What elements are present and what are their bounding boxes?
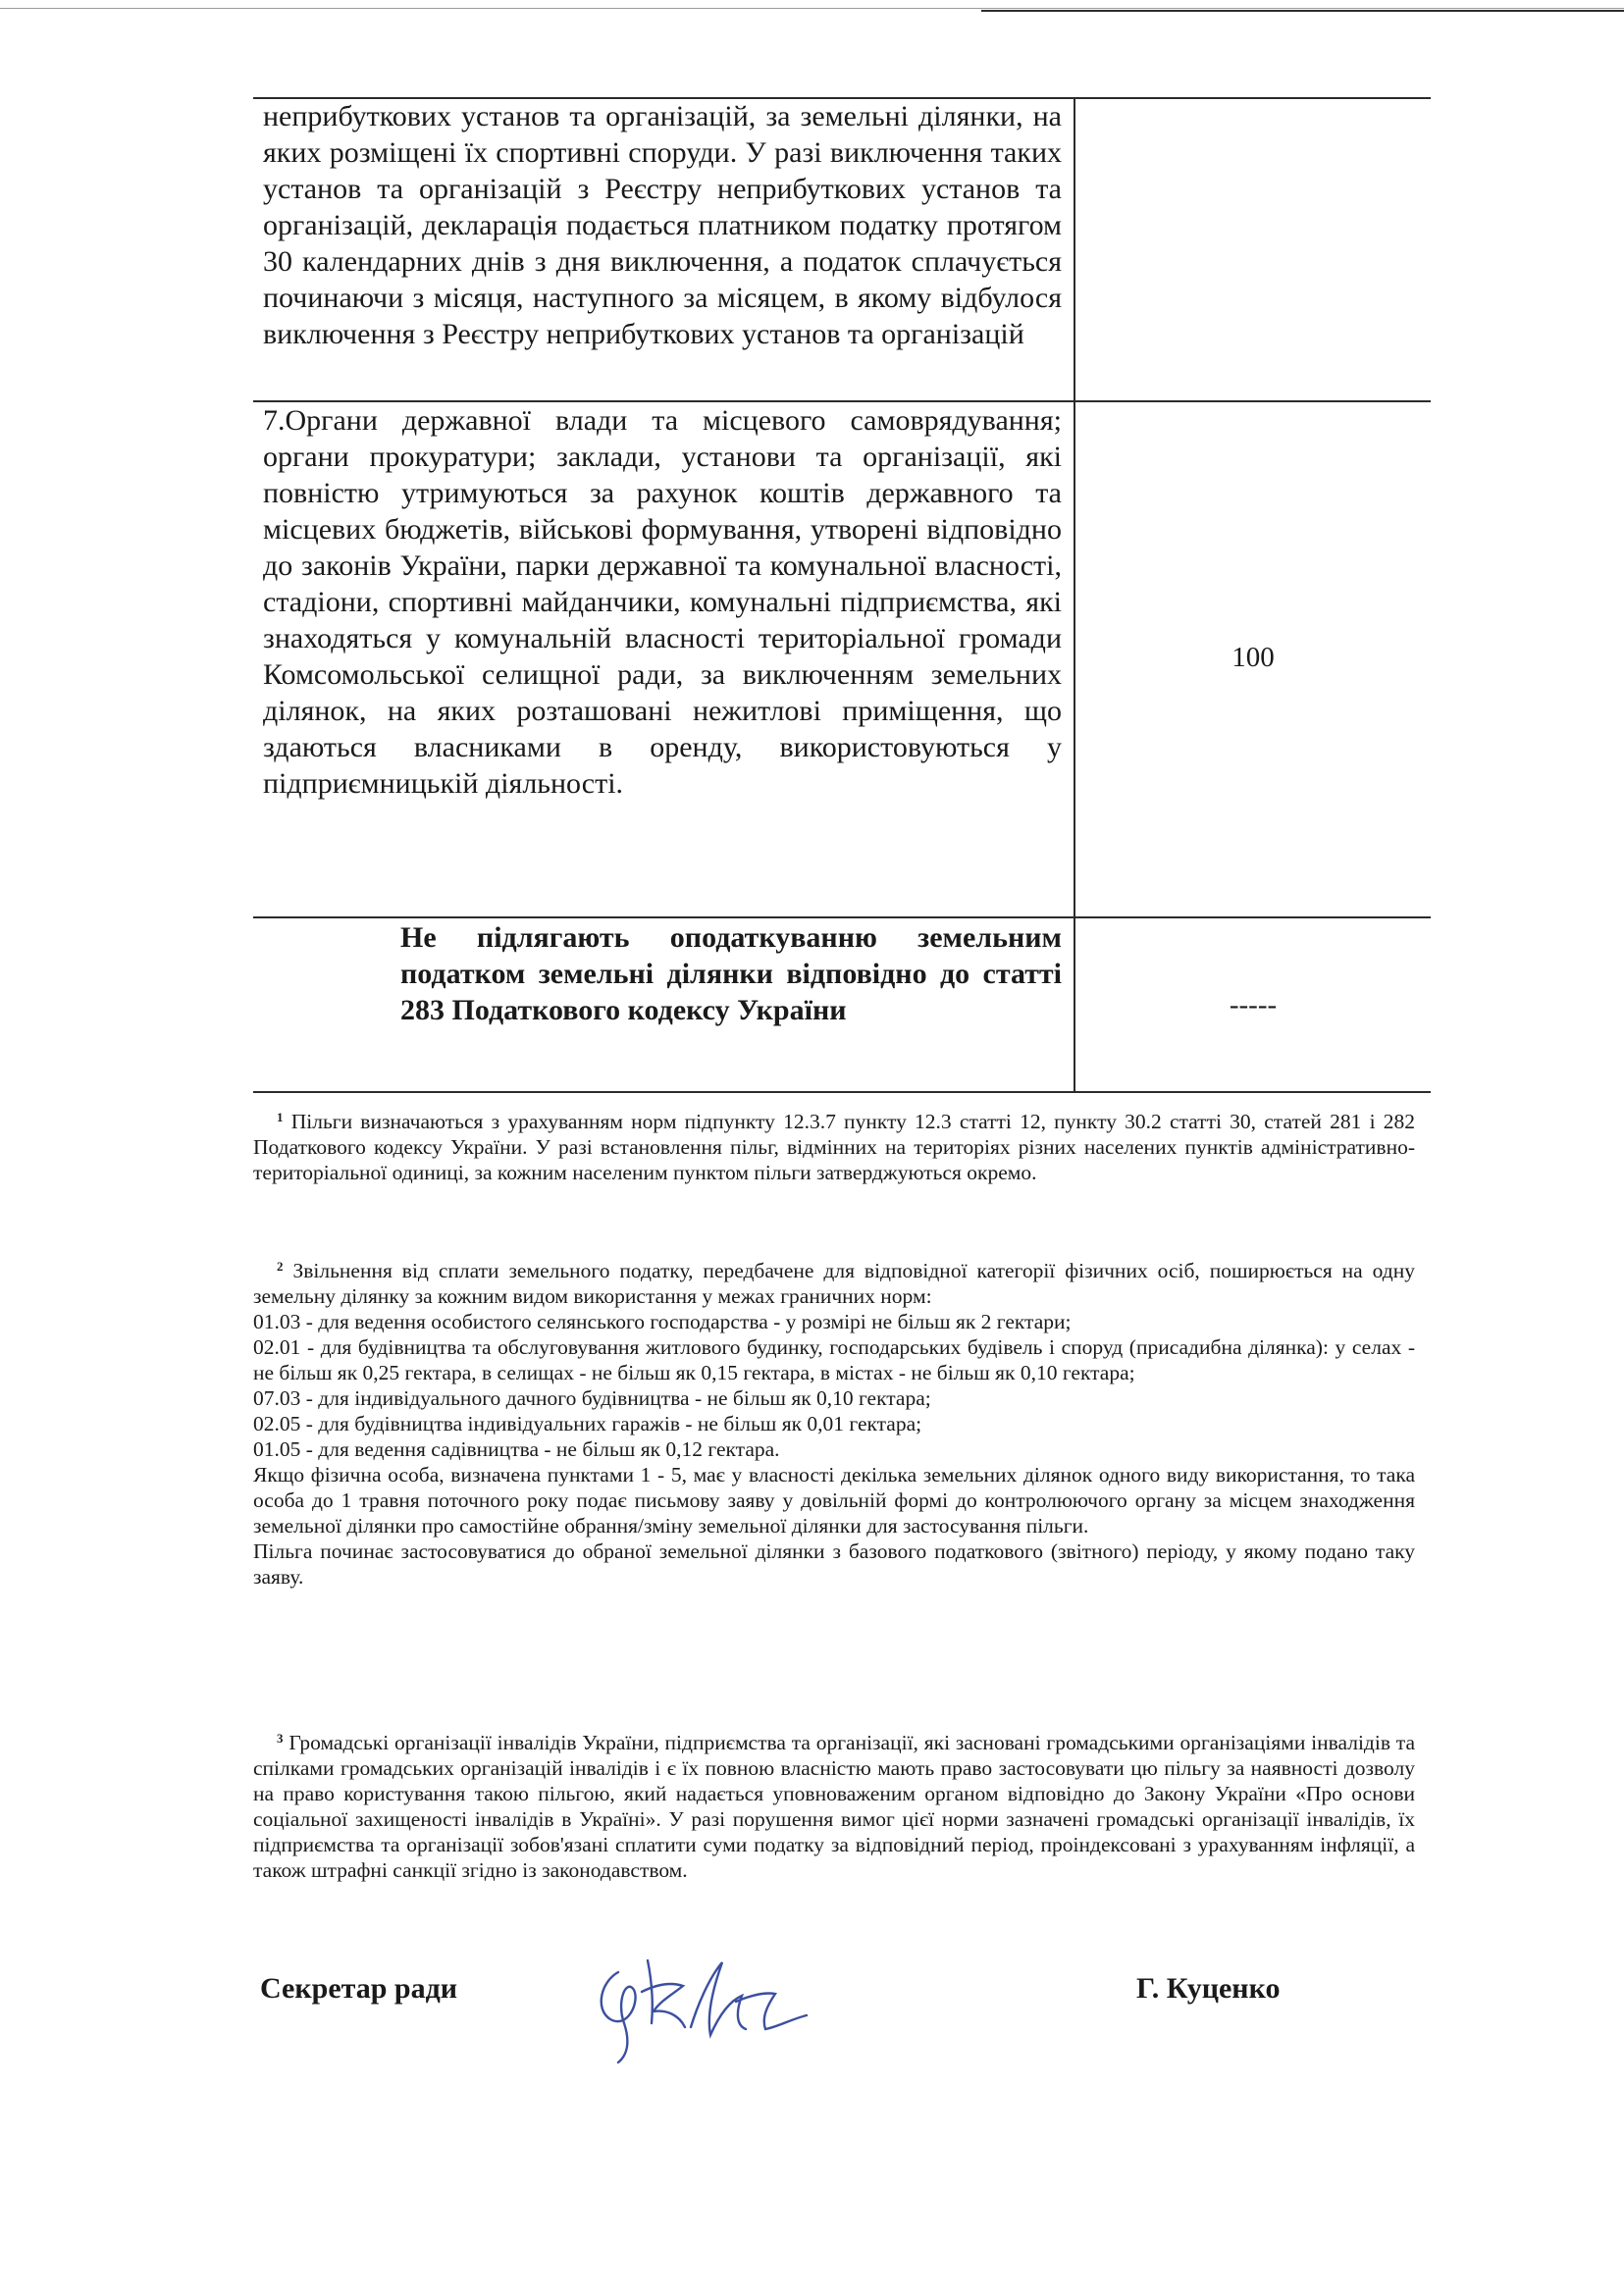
footnote-3 bbox=[253, 1730, 1415, 1883]
footnote-2-item: 02.01 - для будівництва та обслуговування житлового будинку, господарських будівель і споруд (присадибна ділянка): у селах - не більш як 0,25 гектара, в селищах - не більш як 0,15 гектара, в містах - не більш як 0,10 гектара; bbox=[253, 1335, 1415, 1384]
footnote-1 bbox=[253, 1109, 1415, 1185]
footnote-1-mark: 1 bbox=[277, 1110, 284, 1124]
secretary-title: Секретар ради bbox=[260, 1972, 458, 2005]
table-row-6-description: неприбуткових установ та організацій, за земельні ділянки, на яких розміщені їх спортивні споруди. У разі виключення таких установ та організацій з Реєстру неприбуткових установ та організацій, декларація подається платником податку протягом 30 календарних днів з дня виключення, а податок сплачується починаючи з місяця, наступного за місяцем, в якому відбулося виключення з Реєстру неприбуткових установ та організацій bbox=[263, 100, 1062, 350]
table-row-7-description: 7.Органи державної влади та місцевого самоврядування; органи прокуратури; заклади, установи та організації, які повністю утримуються за рахунок коштів державного та місцевих бюджетів, військові формування, утворені відповідно до законів України, парки державної та комунальної власності, стадіони, спортивні майданчики, комунальні підприємства, які знаходяться у комунальній власності територіальної громади Комсомольської селищної ради, за виключенням земельних ділянок, на яких розташовані нежитлові приміщення, що здаються власниками в оренду, використовуються у підприємницькій діяльності. bbox=[263, 404, 1062, 800]
footnote-2-item: 07.03 - для індивідуального дачного будівництва - не більш як 0,10 гектара; bbox=[253, 1386, 931, 1410]
table-column-divider bbox=[1074, 97, 1075, 1092]
table-row-8-value: ----- bbox=[1229, 989, 1278, 1020]
page-top-edge-dark bbox=[981, 10, 1624, 12]
table-rule-bottom bbox=[253, 1091, 1431, 1093]
table-rule-row8 bbox=[253, 916, 1431, 918]
handwritten-signature bbox=[589, 1933, 824, 2070]
footnote-3-text: Громадські організації інвалідів України, підприємства та організації, які засновані громадськими організаціями інвалідів та спілками громадських організацій інвалідів і є їх повною власністю мають право застосовувати цю пільгу за наявності дозволу на право користування такою пільгою, який надається уповноваженим органом відповідно до Закону України «Про основи соціальної захищеності інвалідів в Україні». У разі порушення вимог цієї норми зазначені громадські організації інвалідів, їх підприємства та організації зобов'язані сплатити суми податку за відповідний період, проіндексовані з урахуванням інфляції, а також штрафні санкції згідно із законодавством. bbox=[253, 1731, 1415, 1882]
footnote-1-text: Пільги визначаються з урахуванням норм підпункту 12.3.7 пункту 12.3 статті 12, пункту 30.2 статті 30, статей 281 і 282 Податкового кодексу України. У разі встановлення пільг, відмінних на територіях різних населених пунктів адміністративно-територіальної одиниці, за кожним населеним пунктом пільги затверджуються окремо. bbox=[253, 1110, 1416, 1184]
secretary-name: Г. Куценко bbox=[1136, 1972, 1281, 2005]
footnote-2-paragraph-3: Пільга починає застосовуватися до обраної земельної ділянки з базового податкового (звітного) періоду, у якому подано таку заяву. bbox=[253, 1539, 1415, 1589]
page-top-edge bbox=[0, 8, 1624, 9]
footnote-2-mark: 2 bbox=[277, 1259, 284, 1274]
footnote-2-paragraph-2: Якщо фізична особа, визначена пунктами 1 - 5, має у власності декілька земельних ділянок одного виду використання, то така особа до 1 травня поточного року подає письмову заяву у довільній формі до контролюючого органу за місцем знаходження земельної ділянки про самостійне обрання/зміну земельної ділянки для застосування пільги. bbox=[253, 1463, 1415, 1538]
table-row-7-value: 100 bbox=[1231, 642, 1275, 673]
footnote-2-item: 01.05 - для ведення садівництва - не більш як 0,12 гектара. bbox=[253, 1437, 780, 1461]
table-row-8-description: Не підлягають оподаткуванню земельним податком земельні ділянки відповідно до статті 283 Податкового кодексу України bbox=[400, 921, 1062, 1026]
footnote-3-mark: 3 bbox=[277, 1731, 284, 1746]
footnote-2 bbox=[253, 1258, 1415, 1590]
footnote-2-intro: Звільнення від сплати земельного податку, передбачене для відповідної категорії фізичних осіб, поширюється на одну земельну ділянку за кожним видом використання у межах граничних норм: bbox=[253, 1259, 1415, 1308]
footnote-2-item: 01.03 - для ведення особистого селянського господарства - у розмірі не більш як 2 гектари; bbox=[253, 1310, 1072, 1333]
footnote-2-item: 02.05 - для будівництва індивідуальних гаражів - не більш як 0,01 гектара; bbox=[253, 1412, 922, 1435]
